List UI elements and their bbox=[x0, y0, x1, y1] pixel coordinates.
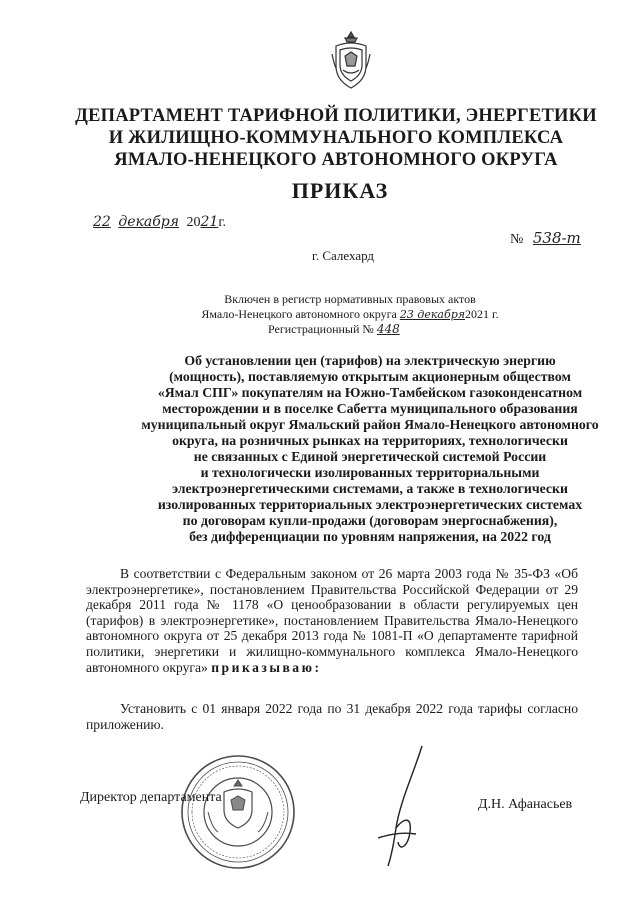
registration-number-label: Регистрационный № bbox=[268, 322, 374, 336]
subject-line-9: электроэнергетическими системами, а также в технологически bbox=[172, 481, 568, 496]
document-body bbox=[86, 566, 578, 732]
number-label: № bbox=[510, 232, 524, 247]
department-name-line-1: ДЕПАРТАМЕНТ ТАРИФНОЙ ПОЛИТИКИ, ЭНЕРГЕТИКИ bbox=[75, 106, 597, 126]
document-number bbox=[510, 229, 581, 248]
order-paragraph: Установить с 01 января 2022 года по 31 декабря 2022 года тарифы согласно приложению. bbox=[86, 701, 578, 732]
subject-line-6: округа, на розничных рынках на территориях, технологически bbox=[172, 433, 568, 448]
coat-of-arms-icon bbox=[330, 30, 372, 92]
registration-number-value: 448 bbox=[376, 322, 400, 336]
document-title: ПРИКАЗ bbox=[291, 178, 389, 203]
subject-line-5: муниципальный округ Ямальский район Ямало-Ненецкого автономного bbox=[141, 417, 599, 432]
date-year-prefix: 20 bbox=[186, 215, 201, 230]
date-year-suffix: 21 bbox=[200, 214, 219, 230]
city: г. Салехард bbox=[312, 248, 375, 263]
registration-line-1: Включен в регистр нормативных правовых актов bbox=[224, 292, 476, 306]
date-suffix: г. bbox=[218, 215, 226, 230]
document-date bbox=[93, 214, 226, 231]
subject-line-11: по договорам купли-продажи (договорам энергоснабжения), bbox=[182, 513, 558, 528]
subject-line-1: Об установлении цен (тарифов) на электрическую энергию bbox=[184, 353, 556, 368]
subject-line-2: (мощность), поставляемую открытым акционерным обществом bbox=[169, 369, 571, 384]
registration-line-3 bbox=[268, 322, 418, 337]
registration-line-2 bbox=[175, 307, 525, 322]
department-name-line-3: ЯМАЛО-НЕНЕЦКОГО АВТОНОМНОГО ОКРУГА bbox=[114, 150, 558, 170]
handwritten-signature-icon bbox=[370, 742, 440, 872]
registration-region: Ямало-Ненецкого автономного округа bbox=[201, 307, 397, 321]
registration-date-handwritten: 23 декабря bbox=[399, 308, 466, 321]
subject-line-3: «Ямал СПГ» покупателям на Южно-Тамбейском газоконденсатном bbox=[157, 385, 583, 400]
subject-line-7: не связанных с Единой энергетической системой России bbox=[193, 449, 547, 464]
subject-line-8: и технологически изолированных территориальными bbox=[200, 465, 540, 480]
official-seal-icon bbox=[178, 752, 298, 872]
date-day: 22 bbox=[93, 214, 111, 230]
subject-line-12: без дифференциации по уровням напряжения, на 2022 год bbox=[189, 529, 551, 544]
order-word: приказываю: bbox=[211, 659, 322, 675]
director-name: Д.Н. Афанасьев bbox=[478, 797, 573, 812]
registration-year: 2021 г. bbox=[465, 307, 499, 321]
date-month: декабря bbox=[118, 214, 179, 230]
preamble-text: В соответствии с Федеральным законом от 26 марта 2003 года № 35-ФЗ «Об электроэнергетике», постановлением Правительства Российской Федерации от 29 декабря 2011 года № 1178 «О ценообразовании в области регулируемых цен (тарифов) в электроэнергетике», постановлением Правительства Ямало-Ненецкого автономного округа от 25 декабря 2013 года № 1081-П «О департаменте тарифной политики, энергетики и жилищно-коммунального комплекса Ямало-Ненецкого автономного округа» bbox=[86, 566, 578, 675]
department-name-line-2: И ЖИЛИЩНО-КОММУНАЛЬНОГО КОМПЛЕКСА bbox=[108, 128, 564, 148]
director-position: Директор департамента bbox=[80, 790, 222, 805]
preamble-paragraph bbox=[86, 566, 578, 675]
subject-line-4: месторождении и в поселке Сабетта муниципального образования bbox=[162, 401, 578, 416]
subject-line-10: изолированных территориальных электроэнергетических системах bbox=[157, 497, 583, 512]
number-value: 538-т bbox=[532, 229, 581, 247]
